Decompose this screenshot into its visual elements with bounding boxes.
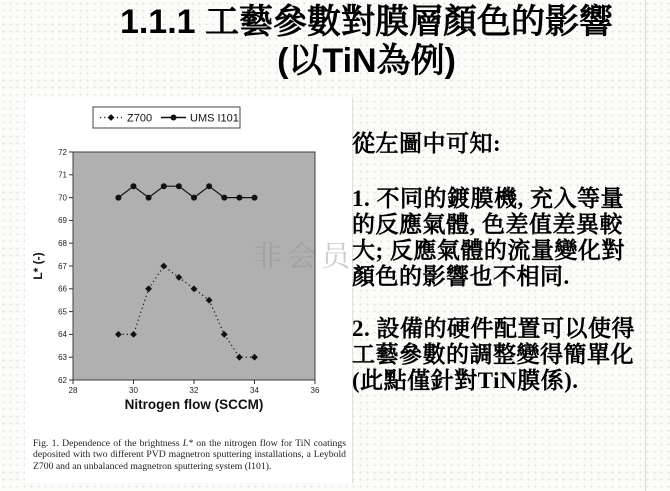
x-axis-title: Nitrogen flow (SCCM) — [124, 397, 264, 412]
y-axis-title: L* (-) — [31, 252, 45, 280]
svg-text:UMS I101: UMS I101 — [190, 112, 239, 125]
svg-text:65: 65 — [58, 307, 67, 317]
svg-text:30: 30 — [129, 386, 138, 395]
svg-text:64: 64 — [58, 330, 67, 340]
svg-text:72: 72 — [58, 147, 67, 157]
svg-text:Z700: Z700 — [127, 112, 153, 125]
figure-panel — [25, 97, 356, 483]
caption-text-start: Fig. 1. Dependence of the brightness — [33, 437, 183, 449]
figure-caption — [33, 438, 346, 473]
svg-text:28: 28 — [68, 386, 78, 395]
slide-title-line-1: 1.1.1 工藝參數對膜層顏色的影響 — [119, 3, 614, 41]
svg-text:62: 62 — [58, 375, 67, 385]
svg-text:32: 32 — [189, 386, 199, 395]
svg-text:36: 36 — [310, 386, 320, 395]
caption-lstar-symbol: L* — [182, 437, 193, 449]
note-point-1: 1. 不同的鍍膜機, 充入等量的反應氣體, 色差值差異較大; 反應氣體的流量變化對顏色的影響也不相同. — [352, 186, 625, 289]
svg-text:63: 63 — [58, 353, 67, 362]
svg-text:70: 70 — [58, 193, 67, 203]
notes-intro: 從左圖中可知: — [352, 131, 502, 156]
plot-area — [73, 152, 315, 380]
svg-text:69: 69 — [58, 216, 67, 226]
watermark-text: 非会员 — [253, 241, 356, 273]
line-chart — [25, 97, 352, 427]
svg-text:66: 66 — [58, 284, 67, 294]
slide-title-line-2: (以TiN為例) — [277, 42, 456, 80]
svg-text:68: 68 — [58, 239, 67, 248]
note-point-2: 2. 設備的硬件配置可以使得工藝參數的調整變得簡單化(此點僅針對TiN膜係). — [352, 316, 635, 393]
svg-text:71: 71 — [58, 170, 67, 180]
legend-circle-marker — [171, 115, 177, 121]
caption-text-end: on the nitrogen flow for TiN coatings deposited with two different PVD magnetron sputtering installations, a Leybold Z700 and an unbalanced magnetron sputtering system (I101). — [33, 437, 346, 472]
slide-title — [65, 3, 668, 81]
svg-text:67: 67 — [58, 261, 67, 271]
svg-text:34: 34 — [250, 386, 259, 395]
chart-legend — [93, 107, 240, 128]
